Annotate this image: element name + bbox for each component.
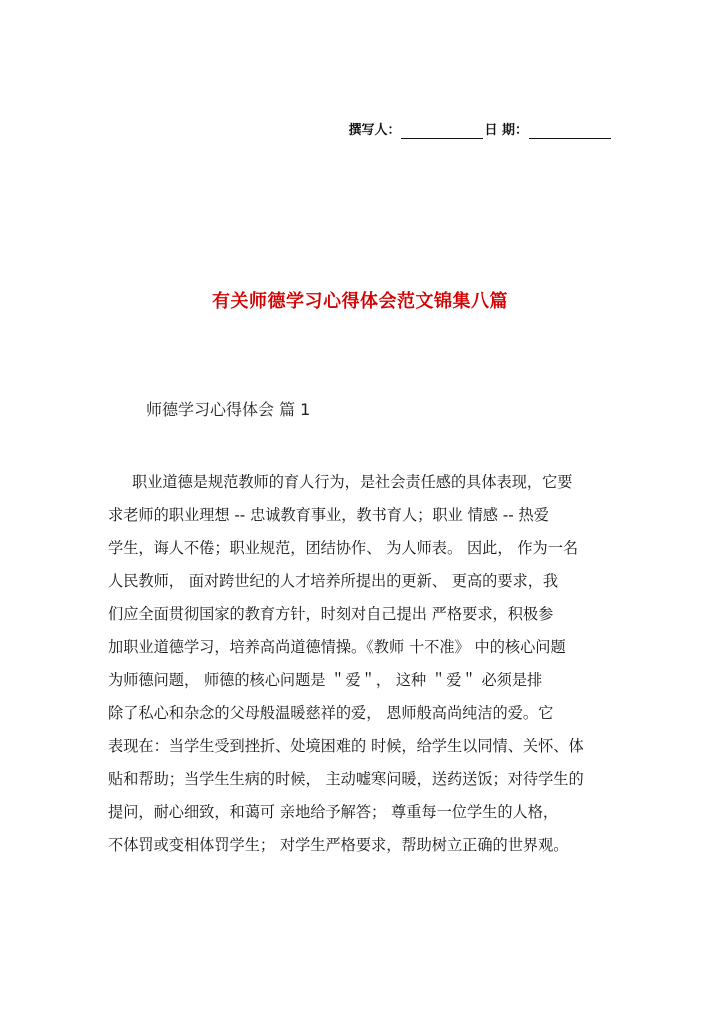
paragraph-line: 加职业道德学习，培养高尚道德情操。《教师 十不准》 中的核心问题 <box>108 638 566 656</box>
paragraph-line: 们应全面贯彻国家的教育方针，时刻对自己提出 严格要求，积极参 <box>108 605 554 623</box>
paragraph-line: 除了私心和杂念的父母般温暖慈祥的爱， 恩师般高尚纯洁的爱。它 <box>108 704 554 722</box>
document-title: 有关师德学习心得体会范文锦集八篇 <box>212 291 508 312</box>
author-label: 撰写人： <box>348 123 401 138</box>
paragraph-line: 贴和帮助；当学生生病的时候， 主动嘘寒问暖，送药送饭；对待学生的 <box>108 770 584 788</box>
paragraph-line: 为师德问题， 师德的核心问题是 ＂爱＂， 这种 ＂爱＂ 必须是排 <box>108 671 543 689</box>
paragraph-line: 表现在：当学生受到挫折、处境困难的 时候，给学生以同情、关怀、体 <box>108 737 584 755</box>
paragraph-line: 人民教师， 面对跨世纪的人才培养所提出的更新、 更高的要求，我 <box>108 572 559 590</box>
paragraph-line: 学生，诲人不倦；职业规范，团结协作、 为人师表。 因此， 作为一名 <box>108 539 579 557</box>
paragraph-line: 提问，耐心细致，和蔼可 亲地给予解答； 尊重每一位学生的人格， <box>108 803 559 821</box>
section-heading: 师德学习心得体会 篇 1 <box>146 400 311 419</box>
paragraph-line: 求老师的职业理想 -- 忠诚教育事业，教书育人；职业 情感 -- 热爱 <box>108 506 549 524</box>
date-blank <box>529 122 611 139</box>
author-blank <box>401 122 483 139</box>
body-paragraph <box>108 466 614 862</box>
paragraph-line: 职业道德是规范教师的育人行为，是社会责任感的具体表现，它要 <box>132 473 573 491</box>
paragraph-line: 不体罚或变相体罚学生； 对学生严格要求，帮助树立正确的世界观。 <box>108 836 569 854</box>
date-label: 日 期： <box>484 123 528 138</box>
author-date-line <box>348 121 612 141</box>
